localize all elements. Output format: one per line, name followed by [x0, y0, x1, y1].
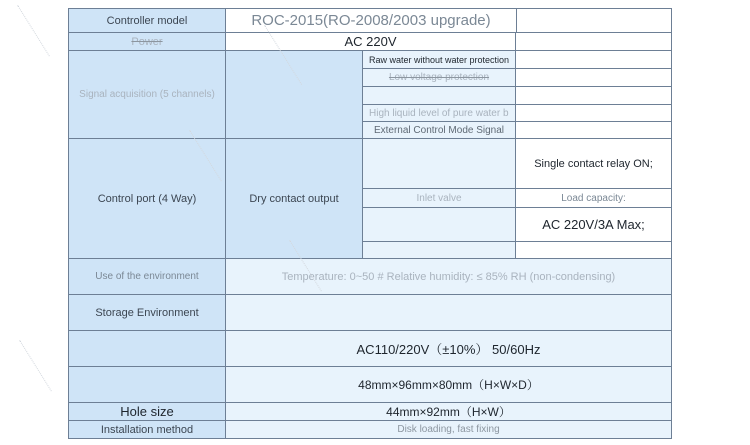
power-extra-cell	[516, 33, 672, 51]
signal-channel-1: Raw water without water protection	[363, 51, 516, 69]
value-use-environment: Temperature: 0~50 # Relative humidity: ≤ 85% RH (non-condensing)	[226, 259, 672, 295]
value-storage-environment	[226, 295, 672, 331]
control-port-2: Inlet valve	[363, 189, 516, 208]
model-extra-cell	[516, 9, 672, 33]
label-control-port: Control port (4 Way)	[69, 139, 226, 259]
value-hole-size: 44mm×92mm（H×W）	[226, 403, 672, 421]
value-dimensions: 48mm×96mm×80mm（H×W×D）	[226, 367, 672, 403]
control-spec-max-load: AC 220V/3A Max;	[516, 208, 672, 242]
label-dimensions	[69, 367, 226, 403]
value-controller-model: ROC-2015(RO-2008/2003 upgrade)	[226, 9, 516, 33]
label-signal-acquisition: Signal acquisition (5 channels)	[69, 51, 226, 139]
value-voltage: AC110/220V（±10%） 50/60Hz	[226, 331, 672, 367]
label-controller-model: Controller model	[69, 9, 226, 33]
signal-channel-1-extra	[516, 51, 672, 69]
signal-type-cell	[226, 51, 363, 139]
signal-channel-5-extra	[516, 122, 672, 139]
control-spec-relay: Single contact relay ON;	[516, 139, 672, 189]
label-use-environment: Use of the environment	[69, 259, 226, 295]
signal-channel-3-extra	[516, 87, 672, 105]
value-power: AC 220V	[226, 33, 516, 51]
signal-channel-4-extra	[516, 105, 672, 122]
control-output-type: Dry contact output	[226, 139, 363, 259]
spec-table	[68, 8, 672, 439]
control-port-3	[363, 208, 516, 242]
signal-channel-5: External Control Mode Signal	[363, 122, 516, 139]
watermark-mark	[17, 5, 50, 56]
label-installation-method: Installation method	[69, 421, 226, 438]
label-hole-size: Hole size	[69, 403, 226, 421]
control-port-1	[363, 139, 516, 189]
value-installation-method: Disk loading, fast fixing	[226, 421, 672, 438]
label-power: Power	[69, 33, 226, 51]
watermark-mark	[19, 340, 52, 391]
control-port-4	[363, 242, 516, 259]
signal-channel-2-extra	[516, 69, 672, 87]
label-voltage	[69, 331, 226, 367]
signal-channel-2: Low voltage protection	[363, 69, 516, 87]
label-storage-environment: Storage Environment	[69, 295, 226, 331]
control-spec-load-capacity: Load capacity:	[516, 189, 672, 208]
control-port-4-extra	[516, 242, 672, 259]
signal-channel-4: High liquid level of pure water b	[363, 105, 516, 122]
signal-channel-3	[363, 87, 516, 105]
